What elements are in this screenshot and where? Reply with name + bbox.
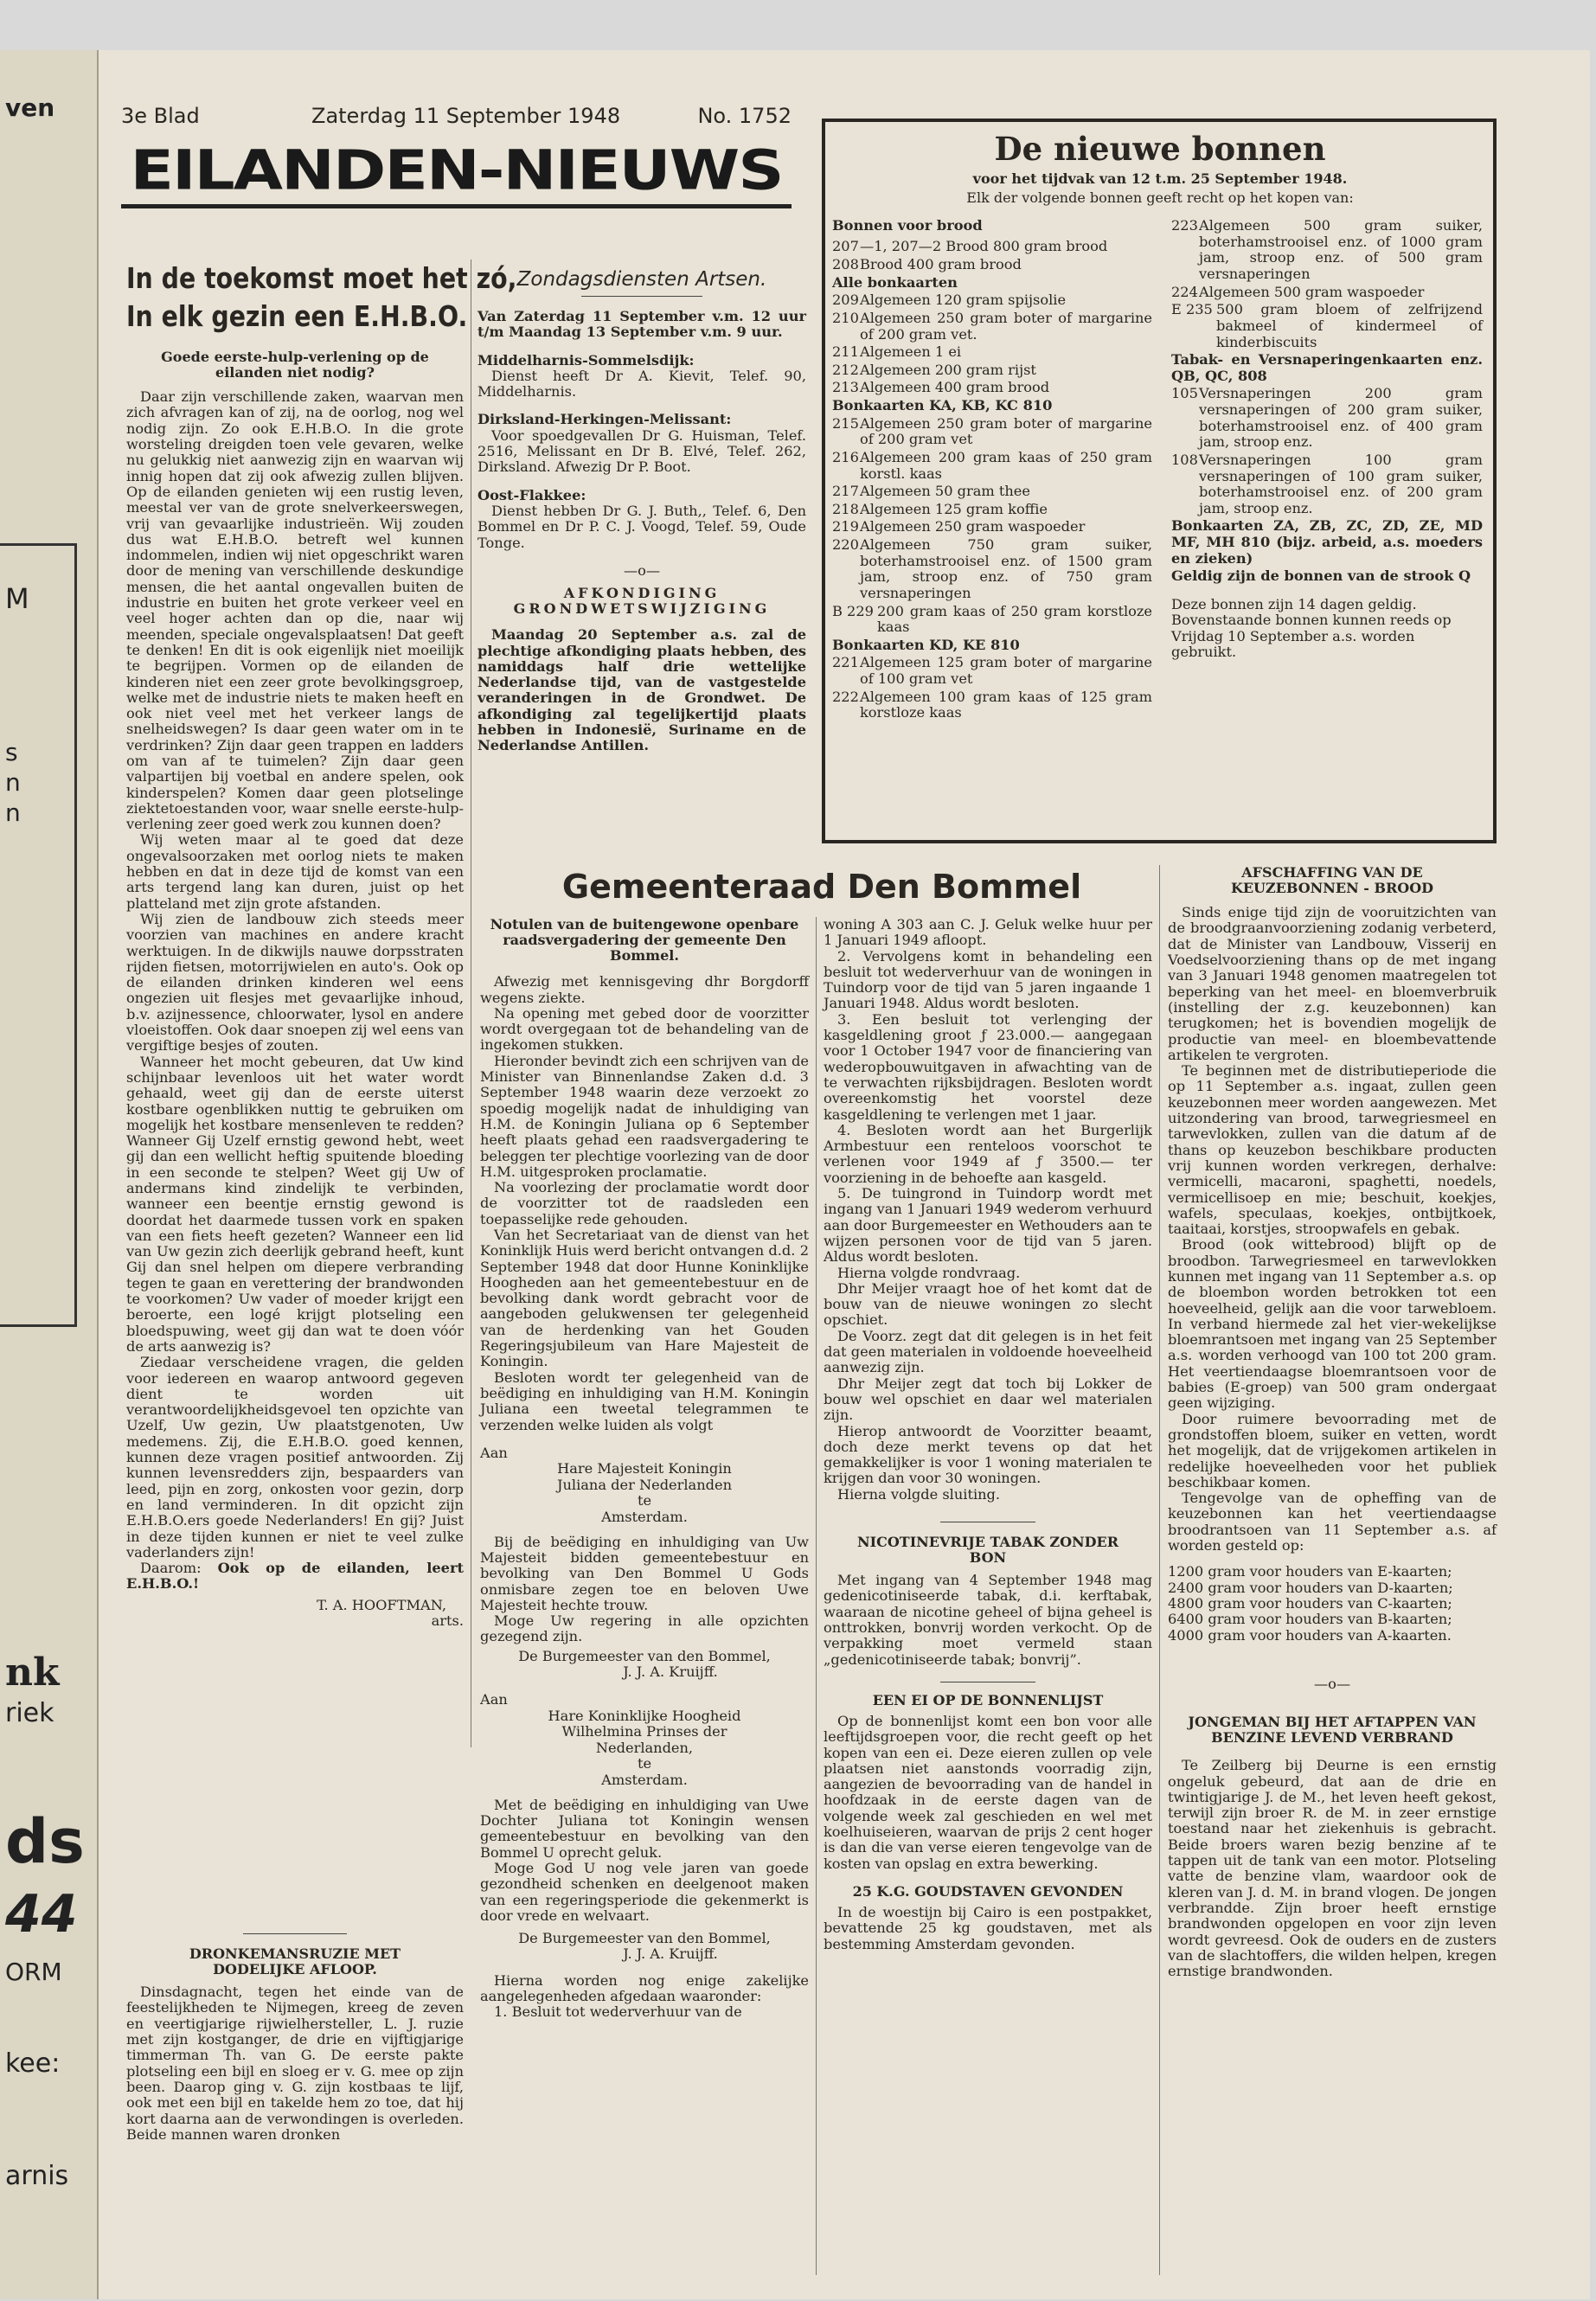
strip-text: ds [5,1806,85,1877]
address-line: Hare Koninklijke Hoogheid [548,1707,741,1724]
paragraph: Wanneer het mocht gebeuren, dat Uw kind schijnbaar levenloos uit het water wordt gehaald, weet gij dan de eerste uiterst kostbare ogenblikken nuttig te gebruiken om mogelijk het kostbare mensenleven te redden? Wanneer Gij Uzelf ernstig gewond hebt, weet gij dan een wellicht heftig spuitende bloeding in een seconde te stelpen? Weet gij Uw of andermans kind zindelijk te verbinden, wanneer een beentje ernstig gewond is doordat het daarmede tussen vork en spaken van een fiets heeft gezeten? Wanneer een lid van Uw gezin zich deerlijk gebrand heeft, kunt Gij dan snel helpen om diepere verbranding tegen te gaan en verettering der brandwonden te voorkomen? Uw vader of moeder krijgt een beroerte, een logé krijgt plotseling een bloedspuwing, weet gij dan wat te doen vóór de arts aanwezig is? [126,1053,464,1355]
paragraph: Bij de beëdiging en inhuldiging van Uw Majesteit bidden gemeentebestuur en bevolking van Den Bommel U Gods onmisbare zegen toe en beloven Uwe Majesteit hechte trouw. [480,1533,809,1613]
strip-text: s [5,738,18,766]
article-title: 25 K.G. GOUDSTAVEN GEVONDEN [852,1882,1124,1900]
signature: De Burgemeester van den Bommel, [518,1647,771,1664]
address-to: Aan [480,1444,508,1461]
paragraph: Moge God U nog vele jaren van goede gezondheid schenken en deelgenoot maken van een regeringsperiode die gekenmerkt is door vrede en welvaart. [480,1859,809,1924]
strip-text: ven [5,93,55,122]
strip-text: nk [5,1650,60,1695]
article-title: NICOTINEVRIJE TABAK ZONDER BON [857,1533,1118,1567]
bon-entry [832,537,1152,602]
bon-entry [832,655,1152,687]
divider [243,1933,347,1934]
region-heading: Dirksland-Herkingen-Melissant: [478,411,732,428]
bon-number: 212 [832,361,859,378]
bon-description: Algemeen 250 gram waspoeder [860,518,1086,535]
bon-entry [1171,218,1483,283]
paragraph: Moge Uw regering in alle opzichten gezegend zijn. [480,1612,809,1645]
bon-number: 217 [832,483,859,500]
paragraph: Hierna volgde rondvraag. [837,1264,1021,1281]
paragraph: Sinds enige tijd zijn de vooruitzichten van de broodgraanvoorziening zodanig verbeterd, dat de Minister van Landbouw, Visserij en Voedselvoorziening thans op de met ingang van 3 Januari 1948 genomen maatregelen tot beperking van het meel- en bloemverbruik (instelling der z.g. keuzebonnen) kan terugkomen; het is bovendien mogelijk de productie van meel- en bloembevattende artikelen te vergroten. [1168,904,1497,1063]
address [480,1708,809,1789]
region-heading: Middelharnis-Sommelsdijk: [478,351,695,369]
address-line: Nederlanden, [595,1739,694,1756]
masthead [121,104,792,208]
period: Van Zaterdag 11 September v.m. 12 uur t/m Maandag 13 September v.m. 9 uur. [478,307,806,341]
strip-text: M [5,582,29,615]
article-title: De nieuwe bonnen [994,130,1326,168]
paragraph: Besloten wordt ter gelegenheid van de beëdiging en inhuldiging van H.M. Koningin Juliana een tweetal telegrammen te verzenden welke luiden als volgt [480,1368,809,1433]
bonnen-article [832,130,1488,835]
paragraph: Hierna worden nog enige zakelijke aangelegenheden afgedaan waaronder: [480,1971,809,2004]
bon-number: 223 [1171,217,1198,234]
paragraph: Te Zeilberg bij Deurne is een ernstig ongeluk gebeurd, dat aan de drie en twintigjarige J. de M., het leven heeft gekost, terwijl zijn broer R. de M. in zeer ernstige toestand naar het ziekenhuis is gebracht. Beide broers waren bezig benzine af te tappen uit de tank van een motor. Plotseling vatte de benzine vlam, waardoor ook de kleren van J. d. M. in brand vlogen. De jongen verbrandde. Zijn broer heeft ernstige brandwonden opgelopen en voor zijn leven wordt gevreesd. Ook de ouders en de zusters van de slachtoffers, die wilden helpen, kregen ernstige brandwonden. [1168,1757,1497,1980]
adjacent-page-strip [0,50,99,2299]
bon-description: Algemeen 750 gram suiker, boterhamstrooisel enz. of 1500 gram jam, stroop enz. of 750 gram versnaperingen [860,536,1152,601]
bon-description: Algemeen 250 gram boter of margarine of 200 gram vet [860,414,1152,448]
bon-entry [1171,518,1483,567]
bon-entry [832,484,1152,500]
paragraph: Voor spoedgevallen Dr G. Huisman, Telef. 2516, Melissant en Dr B. Elvé, Telef. 262, Dirksland. Afwezig Dr P. Boot. [478,426,806,476]
bon-entry [832,362,1152,379]
address-line: Amsterdam. [601,1772,688,1789]
closing [126,1561,464,1593]
address-line: te [637,1492,652,1509]
bon-description: Algemeen 500 gram waspoeder [1199,283,1425,300]
paragraph: Met de beëdiging en inhuldiging van Uwe Dochter Juliana tot Koningin wensen gemeentebestuur en bevolking van den Bommel U oprecht geluk. [480,1796,809,1861]
bon-description: Algemeen 250 gram boter of margarine of 200 gram vet. [860,309,1152,343]
signature: T. A. HOOFTMAN, [317,1596,446,1613]
bon-description: Algemeen 100 gram kaas of 125 gram korstloze kaas [860,688,1152,721]
bon-number: 224 [1171,283,1198,300]
paragraph: 5. De tuingrond in Tuindorp wordt met ingang van 1 Januari 1949 wederom verhuurd aan door Burgemeester en Wethouders aan te wijzen personen voor de tijd van 5 jaren. Aldus wordt besloten. [824,1185,1152,1266]
paragraph: Van het Secretariaat van de dienst van het Koninklijk Huis werd bericht ontvangen d.d. 2 September 1948 dat door Hunne Koninklijke Hoogheden aan het gemeentebestuur en de bevolking dank wordt gebracht voor de aangeboden gelukwensen ter gelegenheid van de herdenking van het Gouden Regeringsjubileum van Hare Majesteit de Koningin. [480,1226,809,1370]
paragraph: Dienst hebben Dr G. J. Buth,, Telef. 6, Den Bommel en Dr P. C. J. Voogd, Telef. 59, Oude Tonge. [478,502,806,551]
subheading: Notulen van de buitengewone openbare raadsvergadering der gemeente Den Bommel. [490,916,799,965]
bon-number: 220 [832,536,859,554]
bon-number: 209 [832,292,859,309]
bon-entry [1171,452,1483,517]
paragraph: 1. Besluit tot wederverhuur van de [494,2003,742,2021]
bon-description: Algemeen 125 gram koffie [860,500,1048,517]
bon-description: 200 gram kaas of 250 gram korstloze kaas [877,602,1152,636]
bon-entry [832,257,1152,273]
region-heading: Oost-Flakkee: [478,486,586,503]
list-item: 6400 gram voor houders van B-kaarten; [1168,1611,1452,1628]
address [480,1461,809,1526]
bon-description: Algemeen 1 ei [860,343,962,361]
strip-text: n [5,768,21,797]
paragraph: Na opening met gebed door de voorzitter wordt overgegaan tot de behandeling van de ingekomen stukken. [480,1004,809,1054]
separator: —o— [623,561,661,579]
bon-entry [832,502,1152,518]
paragraph: Afwezig met kennisgeving dhr Borgdorff wegens ziekte. [480,973,809,1006]
bon-number: 219 [832,518,859,535]
bon-number: B 229 [832,602,874,619]
paragraph: Hierna volgde sluiting. [837,1485,1001,1503]
bon-number: 221 [832,654,859,671]
paragraph: Dienst heeft Dr A. Kievit, Telef. 90, Middelharnis. [478,367,806,401]
address-to: Aan [480,1691,508,1708]
gemeenteraad-title: Gemeenteraad Den Bommel [561,868,1082,906]
paragraph: Te beginnen met de distributieperiode die op 11 September a.s. ingaat, zullen geen keuzebonnen meer worden aangewezen. Met uitzondering van brood, tarwegriesmeel en tarwevlokken, zullen van die datum af de thans op keuzebon beschikbare producten vrij kunnen worden verkregen, derhalve: vermicelli, macaroni, spaghetti, noedels, vermicellisoep en mie; beschuit, koekjes, wafels, speculaas, koekjes, ontbijtkoek, taaitaai, korstjes, stroopwafels en gebak. [1168,1062,1497,1238]
paragraph: Ziedaar verscheidene vragen, die gelden voor iedereen en waarop antwoord gegeven dient te worden uit verantwoordelijkheidsgevoel ten opzichte van Uzelf, Uw gezin, Uw plaatstgenoten, Uw medemens. Zij, die E.H.B.O. goed kennen, kunnen deze vragen positief antwoorden. Zij kunnen levensredders zijn, bespaarders van leed, pijn en zorg, onkosten voor gezin, dorp en land verminderen. In dit opzicht zijn E.H.B.O.ers goede Nederlanders! En gij? Juist in deze tijden kunnen er niet te veel zulke vaderlanders zijn! [126,1354,464,1561]
signature: De Burgemeester van den Bommel, [518,1930,771,1947]
paragraph: Op de bonnenlijst komt een bon voor alle leeftijdsgroepen voor, die recht geeft op het kopen van een ei. Deze eieren zullen op vele plaatsen niet aanstonds voorradig zijn, aangezien de bevoorrading van de handel in hoofdzaak in de eerste dagen van de volgende week zal geschieden en wel met koelhuiseieren, waarvan de prijs 2 cent hoger is dan die van verse eieren tengevolge van de kosten van opslag en extra bewerking. [824,1713,1152,1872]
bon-description: Algemeen 200 gram rijst [860,361,1036,378]
headline-line: In de toekomst moet het zó, [126,261,517,295]
bon-group-heading: Bonkaarten KD, KE 810 [832,636,1020,653]
column-rule [1159,865,1160,2275]
bon-number: 222 [832,688,859,705]
bon-description: Versnaperingen 100 gram versnaperingen of 100 gram suiker, boterhamstrooisel enz. of 200 gram jam, stroop enz. [1199,451,1483,516]
address-line: Wilhelmina Prinses der [561,1723,727,1740]
article-title: EEN EI OP DE BONNENLIJST [872,1691,1104,1708]
bon-number: 218 [832,500,859,517]
paragraph: Wij zien de landbouw zich steeds meer voorzien van machines en andere kracht werktuigen. In de dikwijls nauwe dorpsstraten rijden fietsen, motorrijwielen en auto's. Ook op de eilanden drinken kinderen wel eens ongezien uit flesjes met gevaarlijke inhoud, b.v. azijnessence, chloorwater, lysol en andere vloeistoffen. Ook daar snoepen zij wel eens van vergiftige besjes of zouten. [126,910,464,1054]
bon-group-heading: Tabak- en Versnaperingenkaarten enz. QB, QC, 808 [1171,351,1483,384]
rantsoen-list [1168,1564,1497,1643]
address-line: Juliana der Nederlanden [556,1476,732,1493]
divider [581,296,702,297]
list-item: 4800 gram voor houders van C-kaarten; [1168,1594,1452,1612]
paragraph: Hieronder bevindt zich een schrijven van de Minister van Binnenlandse Zaken d.d. 3 September 1948 waarin deze verzoekt zo spoedig mogelijk nadat de inhuldiging van H.M. de Koningin Juliana op 6 September heeft plaats gehad een raadsvergadering te beleggen ter plechtige voorlezing van de door H.M. uitgesproken proclamatie. [480,1052,809,1180]
bon-entry [832,689,1152,721]
paragraph: In de woestijn bij Cairo is een postpakket, bevattende 25 kg goudstaven, met als bestemming Amsterdam gevonden. [824,1904,1152,1952]
gemeenteraad-col2 [824,917,1152,2284]
masthead-rule [121,204,792,208]
bon-description: Algemeen 500 gram suiker, boterhamstrooisel enz. of 1000 gram jam, stroop enz. of 500 gram versnaperingen [1199,217,1483,283]
bon-entry [832,604,1152,636]
bon-entry [1171,285,1483,301]
bon-description: —1, 207—2 Brood 800 gram brood [860,238,1108,255]
bon-description: Algemeen 120 gram spijsolie [860,292,1067,309]
paragraph: Dhr Meijer vraagt hoe of het komt dat de bouw van de nieuwe woningen zo slecht opschiet. [824,1279,1152,1329]
bon-number: 213 [832,379,859,396]
bon-entry [832,344,1152,361]
bon-number: 210 [832,309,859,326]
ehbo-headline [126,260,517,336]
column-rule [816,917,817,2275]
paragraph: Dhr Meijer zegt dat toch bij Lokker de bouw wel opschiet en daar wel materialen zijn. [824,1375,1152,1424]
ehbo-subheading: Goede eerste-hulp-verlening op de eilanden niet nodig? [161,349,429,381]
paragraph: De Voorz. zegt dat dit gelegen is in het feit dat geen materialen in voldoende hoeveelheid aanwezig zijn. [824,1327,1152,1376]
issue-number: No. 1752 [697,104,792,128]
paragraph: Wij weten maar al te goed dat deze ongevalsoorzaken met oorlog niets te maken hebben en dat in deze tijd de komst van een arts tergend lang kan duren, juist op het platteland met zijn grote afstanden. [126,831,464,912]
bon-number: 216 [832,448,859,465]
section-heading: Bonnen voor brood [832,217,983,234]
issue-date: Zaterdag 11 September 1948 [311,104,621,128]
bon-number: 215 [832,414,859,432]
bon-group-heading: Bonkaarten ZA, ZB, ZC, ZD, ZE, MD MF, MH 810 (bijz. arbeid, a.s. moeders en zieken) [1171,517,1483,567]
artsen-article [478,260,806,856]
address-line: Amsterdam. [601,1509,688,1526]
intro: Elk der volgende bonnen geeft recht op het kopen van: [966,189,1354,207]
bon-description: Algemeen 400 gram brood [860,379,1050,396]
paragraph: Door ruimere bevoorrading met de grondstoffen bloem, suiker en vetten, wordt het mogelijk, dat de vrijgekomen artikelen in redelijke hoeveelheden voor het publiek beschikbaar komen. [1168,1410,1497,1490]
signature-name: J. J. A. Kruijff. [623,1945,718,1963]
paragraph: Na voorlezing der proclamatie wordt door de voorzitter tot de raadsleden een toepasselijke rede gehouden. [480,1179,809,1227]
bon-entry [832,239,1152,255]
bon-entry [832,416,1152,448]
bon-group-heading: Bonkaarten KA, KB, KC 810 [832,397,1053,414]
bon-entry [832,380,1152,396]
strip-text: n [5,798,21,827]
bon-entry [1171,352,1483,384]
gemeenteraad-col1 [480,917,809,2284]
paragraph: Dinsdagnacht, tegen het einde van de feestelijkheden te Nijmegen, kreeg de zeven en veertigjarige rijwielhersteller, L. J. ruzie met zijn kostganger, de drie en vijftigjarige timmerman Th. van G. De eerste pakte plotseling een bijl en sloeg er v. G. mee op zijn been. Daarop ging v. G. zijn kostbaas te lijf, ook met een bijl en takelde hem zo toe, dat hij kort daarna aan de verwondingen is overleden. Beide mannen waren dronken [126,1984,464,2143]
bon-number: 207 [832,238,859,255]
subtitle: voor het tijdvak van 12 t.m. 25 September 1948. [972,170,1348,187]
dronken-article [126,1933,464,2143]
bon-entry [832,398,1152,414]
footnote: Deze bonnen zijn 14 dagen geldig. Bovenstaande bonnen kunnen reeds op Vrijdag 10 September a.s. worden gebruikt. [1171,595,1452,660]
bon-entry [1171,568,1483,585]
newspaper-title: EILANDEN-NIEUWS [130,138,783,202]
bon-entry [832,638,1152,654]
paragraph: 2. Vervolgens komt in behandeling een besluit tot wederverhuur van de woningen in Tuindorp voor de tijd van 5 jaren ingaande 1 Januari 1948. Aldus wordt besloten. [824,947,1152,1012]
signature-name: J. J. A. Kruijff. [623,1663,718,1681]
paragraph: Daar zijn verschillende zaken, waarvan men zich afvragen kan of zij, na de oorlog, nog wel nodig zijn. Zo ook E.H.B.O. In die grote worsteling dreigden toen vele gevaren, welke nu gelukkig niet aanwezig zijn en waarvan wij innig hopen dat zij ook afwezig zullen blijven. Op de eilanden genieten wij een rustig leven, meestal ver van de grote snelverkeerswegen, vrij van gevaarlijke industrieën. Wij zouden dus wat E.H.B.O. betreft wel kunnen indommelen, indien wij niet opgeschrikt waren door de mening van verschillende deskundige mensen, die het aantal ongevallen buiten de industrie en buiten het grote verkeer veel en veel hoger achten dan op die, naar wij meenden, speciale ongevalsplaatsen! Dat geeft te denken! En dit is ook eigenlijk niet moeilijk te begrijpen. Vormen op de eilanden de kinderen niet een zeer grote bevolkingsgroep, welke met de industrie niets te maken heeft en ook niet veel met het verkeer langs de snelheidswegen? Is daar geen water om in te verdrinken? Zijn daar geen trappen en ladders om van af te tuimelen? Zijn daar geen valpartijen bij voetbal en andere spelen, ook kinderspelen? Komen daar geen plotselinge ziektetoestanden voor, waar snelle eerste-hulp-verlening zeer goed werk zou kunnen doen? [126,388,464,833]
bon-description: Versnaperingen 200 gram versnaperingen of 200 gram suiker, boterhamstrooisel enz. of 400 gram jam, stroop enz. [1199,385,1483,451]
strip-ad-box [0,543,77,1327]
bon-number: 108 [1171,451,1198,468]
paragraph: Tengevolge van de opheffing van de keuzebonnen kan het veertiendaagse broodrantsoen van 11 September a.s. af worden gesteld op: [1168,1490,1497,1554]
strip-text: riek [5,1698,54,1728]
page-number: 3e Blad [121,104,200,128]
bon-entry [832,450,1152,482]
bon-group-heading: Geldig zijn de bonnen van de strook Q [1171,567,1471,585]
paragraph: Met ingang van 4 September 1948 mag gedenicotiniseerde tabak, d.i. kerftabak, waaraan de nicotine geheel of bijna geheel is onttrokken, bonvrij worden verkocht. Op de verpakking moet vermeld staan „gedenicotiniseerde tabak; bonvrij”. [824,1572,1152,1668]
paragraph: 4. Besloten wordt aan het Burgerlijk Armbestuur een renteloos voorschot te verlenen voor 1949 af ƒ 3500.— ter voorziening in de behoefte aan kasgeld. [824,1121,1152,1186]
paragraph: Brood (ook wittebrood) blijft op de broodbon. Tarwegriesmeel en tarwevlokken kunnen met ingang van 11 September a.s. op de bloembon worden betrokken tot een hoeveelheid, gelijk aan die voor tarwebloem. In verband hiermede zal het vier-wekelijkse bloemrantsoen met ingang van 25 September a.s. worden verhoogd van 100 tot 200 gram. Het veertiendaagse bloemrantsoen voor de babies (E-groep) van 500 gram ondergaat geen wijziging. [1168,1236,1497,1412]
article-title: JONGEMAN BIJ HET AFTAPPEN VAN BENZINE LEVEND VERBRAND [1188,1714,1477,1747]
bon-number: 105 [1171,385,1198,402]
bon-description: Brood 400 gram brood [860,256,1022,273]
bon-description: Algemeen 50 gram thee [860,483,1030,500]
list-item: 4000 gram voor houders van A-kaarten. [1168,1626,1452,1644]
list-item: 1200 gram voor houders van E-kaarten; [1168,1563,1452,1580]
bon-group-heading: Alle bonkaarten [832,273,958,291]
bon-number: 211 [832,343,859,361]
article-title: DRONKEMANSRUZIE MET DODELIJKE AFLOOP. [189,1945,401,1978]
bon-entry [1171,386,1483,451]
separator: —o— [1313,1675,1351,1692]
article-title: AFKONDIGING GRONDWETSWIJZIGING [513,585,771,618]
paragraph: woning A 303 aan C. J. Geluk welke huur per 1 Januari 1949 afloopt. [824,916,1152,949]
strip-text: 44 [5,1884,78,1945]
article-title: Zondagsdiensten Artsen. [516,268,767,291]
bon-entry [832,292,1152,309]
strip-text: ORM [5,1958,62,1986]
closing-label: Daarom: [140,1560,202,1577]
keuze-article [1168,865,1497,2284]
address-line: te [637,1755,652,1772]
bon-description: Algemeen 125 gram boter of margarine of 100 gram vet [860,654,1152,688]
bon-description: Algemeen 200 gram kaas of 250 gram korstl. kaas [860,448,1152,482]
bon-entry [1171,302,1483,350]
article-title: AFSCHAFFING VAN DE KEUZEBONNEN - BROOD [1230,864,1434,897]
strip-text: arnis [5,2161,69,2191]
address-line: Hare Majesteit Koningin [557,1460,732,1477]
bon-description: 500 gram bloem of zelfrijzend bakmeel of kindermeel of kinderbiscuits [1216,301,1483,350]
paragraph: Hierop antwoordt de Voorzitter beaamt, doch deze merkt tevens op dat het gemakkelijker is voor 1 woning materialen te krijgen dan voor 30 woningen. [824,1422,1152,1487]
bonnen-right [1171,218,1483,723]
list-item: 2400 gram voor houders van D-kaarten; [1168,1579,1453,1596]
bon-number: 208 [832,256,859,273]
bon-entry [832,275,1152,292]
bon-entry [832,311,1152,343]
paragraph: 3. Een besluit tot verlenging der kasgeldlening groot ƒ 23.000.— aangegaan voor 1 October 1947 voor de financiering van wederopbouwuitgaven in afwachting van de te verwachten rijksbijdragen. Besloten wordt overeenkomstig het voorstel deze kasgeldlening te verlengen met 1 jaar. [824,1010,1152,1123]
strip-text: kee: [5,2048,61,2079]
bonnen-left [832,218,1152,723]
closing-bold: Ook op de eilanden, leert E.H.B.O.! [126,1560,464,1593]
ehbo-article [126,260,517,1912]
signature-title: arts. [431,1612,464,1630]
bon-entry [832,519,1152,535]
paragraph: Maandag 20 September a.s. zal de plechtige afkondiging plaats hebben, des namiddags half drie wettelijke Nederlandse tijd, van de vastgestelde veranderingen in de Grondwet. De afkondiging zal tegelijkertijd plaats hebben in Indonesië, Suriname en de Nederlandse Antillen. [478,626,806,754]
headline-line: In elk gezin een E.H.B.O. [126,299,468,333]
bon-number: E 235 [1171,301,1213,318]
